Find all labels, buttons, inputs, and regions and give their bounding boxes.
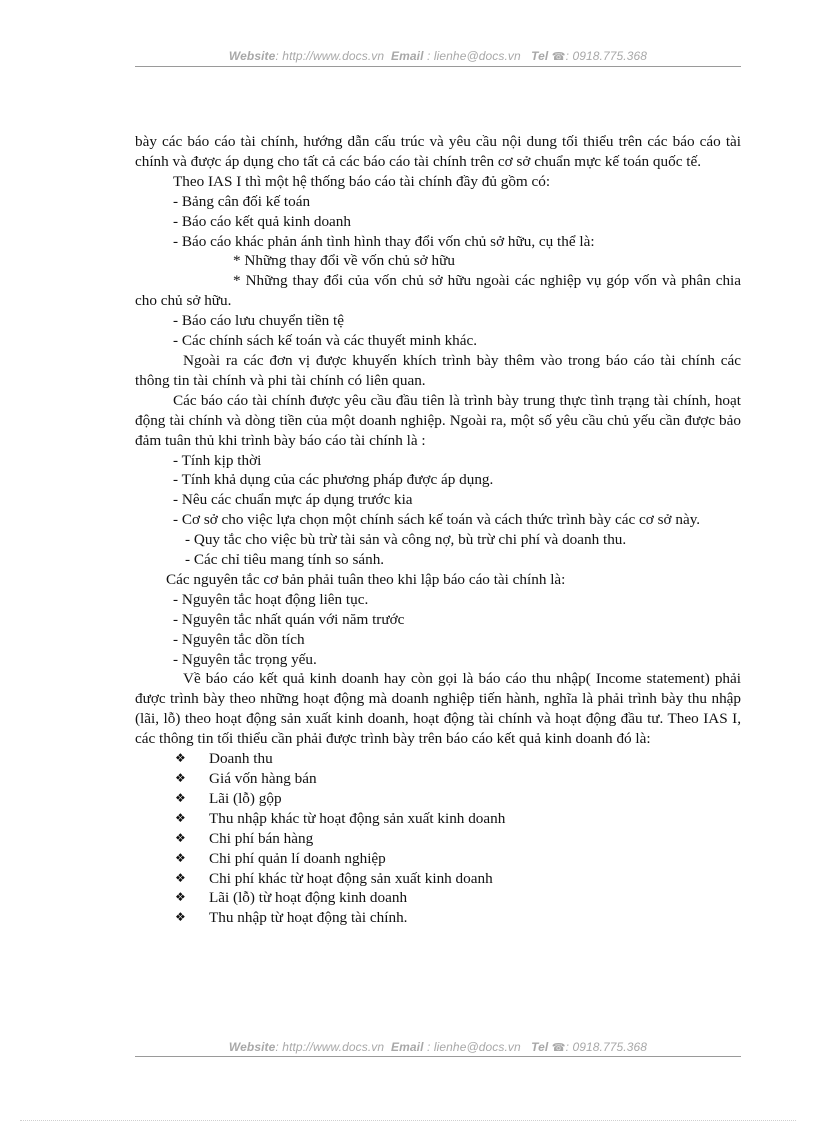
list-item: ❖ Thu nhập khác từ hoạt động sản xuất kinh doanh <box>175 809 506 827</box>
footer-website-label: Website <box>228 1040 276 1054</box>
list-item-balance-sheet: - Bảng cân đối kế toán <box>173 192 311 210</box>
header-website-link[interactable]: : http://www.docs.vn <box>275 49 385 63</box>
list-item-income-statement: - Báo cáo kết quả kinh doanh <box>173 212 351 230</box>
list-item: ❖ Thu nhập từ hoạt động tài chính. <box>175 909 408 927</box>
page-footer <box>135 1040 741 1054</box>
diamond-bullet-icon: ❖ <box>175 771 186 785</box>
footer-email-label: Email <box>391 1040 424 1054</box>
footer-divider <box>135 1056 741 1057</box>
diamond-bullet-icon: ❖ <box>175 870 186 885</box>
header-tel-label: Tel <box>531 49 549 63</box>
requirement-policy-basis: - Cơ sở cho việc lựa chọn một chính sách kế toán và cách thức trình bày các cơ sở này. <box>173 511 701 529</box>
sub-item-equity-changes-other: * Những thay đổi của vốn chủ sở hữu ngoài các nghiệp vụ góp vốn và phân chia cho chủ sở hữu. <box>135 272 741 310</box>
list-item: ❖ Chi phí bán hàng <box>175 829 314 847</box>
header-email-link[interactable]: : lienhe@docs.vn <box>426 49 521 63</box>
list-item-cash-flow: - Báo cáo lưu chuyển tiền tệ <box>173 312 345 330</box>
list-item: ❖ Chi phí khác từ hoạt động sản xuất kinh doanh <box>175 869 493 887</box>
list-item: ❖ Chi phí quản lí doanh nghiệp <box>175 849 386 867</box>
page-edge-divider <box>20 1120 796 1121</box>
footer-email-link[interactable]: : lienhe@docs.vn <box>426 1040 521 1054</box>
diamond-bullet-icon: ❖ <box>175 850 186 865</box>
phone-icon: ☎ <box>551 51 566 63</box>
requirement-prior-standards: - Nêu các chuẩn mực áp dụng trước kia <box>173 491 413 509</box>
page-header <box>135 49 741 63</box>
document-body <box>135 132 741 928</box>
requirement-offsetting: - Quy tắc cho việc bù trừ tài sản và công nợ, bù trừ chi phí và doanh thu. <box>185 531 627 549</box>
phone-icon: ☎ <box>551 1042 566 1054</box>
principle-consistency: - Nguyên tắc nhất quán với năm trước <box>173 610 405 628</box>
sub-item-equity-changes: * Những thay đổi về vốn chủ sở hữu <box>233 252 455 270</box>
footer-tel-value: : 0918.775.368 <box>565 1040 648 1054</box>
diamond-bullet-icon: ❖ <box>175 890 186 905</box>
list-item: ❖ Lãi (lỗ) gộp <box>175 789 282 807</box>
diamond-bullet-icon: ❖ <box>175 910 186 925</box>
header-tel-value: : 0918.775.368 <box>565 49 648 63</box>
diamond-bullet-icon: ❖ <box>175 790 186 805</box>
footer-tel-label: Tel <box>531 1040 549 1054</box>
footer-website-link[interactable]: : http://www.docs.vn <box>275 1040 385 1054</box>
requirement-timeliness: - Tính kịp thời <box>173 451 262 469</box>
income-statement-items <box>135 749 741 928</box>
header-divider <box>135 66 741 67</box>
paragraph-principles: Các nguyên tắc cơ bản phải tuân theo khi lập báo cáo tài chính là: <box>166 570 566 588</box>
diamond-bullet-icon: ❖ <box>175 830 186 845</box>
list-item: ❖ Lãi (lỗ) từ hoạt động kinh doanh <box>175 889 408 907</box>
header-email-label: Email <box>391 49 424 63</box>
diamond-bullet-icon: ❖ <box>175 751 186 766</box>
diamond-bullet-icon: ❖ <box>175 810 186 825</box>
paragraph-ias1-components: Theo IAS I thì một hệ thống báo cáo tài chính đầy đủ gồm có: <box>173 172 551 190</box>
list-item-equity-changes: - Báo cáo khác phản ánh tình hình thay đổi vốn chủ sở hữu, cụ thể là: <box>173 232 595 250</box>
paragraph-intro: bày các báo cáo tài chính, hướng dẫn cấu trúc và yêu cầu nội dung tối thiểu trên các báo cáo tài chính và được áp dụng cho tất cả các báo cáo tài chính trên cơ sở chuẩn mực kế toán quốc tế. <box>135 133 741 170</box>
requirement-usability: - Tính khả dụng của các phương pháp được áp dụng. <box>173 471 494 489</box>
paragraph-additional-info: Ngoài ra các đơn vị được khuyến khích trình bày thêm vào trong báo cáo tài chính các thông tin tài chính và phi tài chính có liên quan. <box>135 351 741 389</box>
principle-accrual: - Nguyên tắc dồn tích <box>173 630 305 648</box>
paragraph-requirements: Các báo cáo tài chính được yêu cầu đầu tiên là trình bày trung thực tình trạng tài chính, hoạt động tài chính và dòng tiền của một doanh nghiệp. Ngoài ra, một số yêu cầu chủ yếu cần được bảo đảm tuân thủ khi trình bày báo cáo tài chính là : <box>135 391 741 449</box>
list-item-accounting-policies: - Các chính sách kế toán và các thuyết minh khác. <box>173 332 478 350</box>
list-item: ❖ Doanh thu <box>175 750 273 768</box>
list-item: ❖ Giá vốn hàng bán <box>175 770 317 787</box>
principle-materiality: - Nguyên tắc trọng yếu. <box>173 650 317 668</box>
header-website-label: Website <box>228 49 276 63</box>
requirement-comparatives: - Các chỉ tiêu mang tính so sánh. <box>185 551 385 569</box>
paragraph-income-statement: Về báo cáo kết quả kinh doanh hay còn gọi là báo cáo thu nhập( Income statement) phải được trình bày theo những hoạt động mà doanh nghiệp tiến hành, nghĩa là phải trình bày thu nhập (lãi, lỗ) theo hoạt động sản xuất kinh doanh, hoạt động tài chính và hoạt động đầu tư. Theo IAS I, các thông tin tối thiểu cần phải được trình bày trên báo cáo kết quả kinh doanh đó là: <box>135 670 741 748</box>
principle-going-concern: - Nguyên tắc hoạt động liên tục. <box>173 590 369 608</box>
